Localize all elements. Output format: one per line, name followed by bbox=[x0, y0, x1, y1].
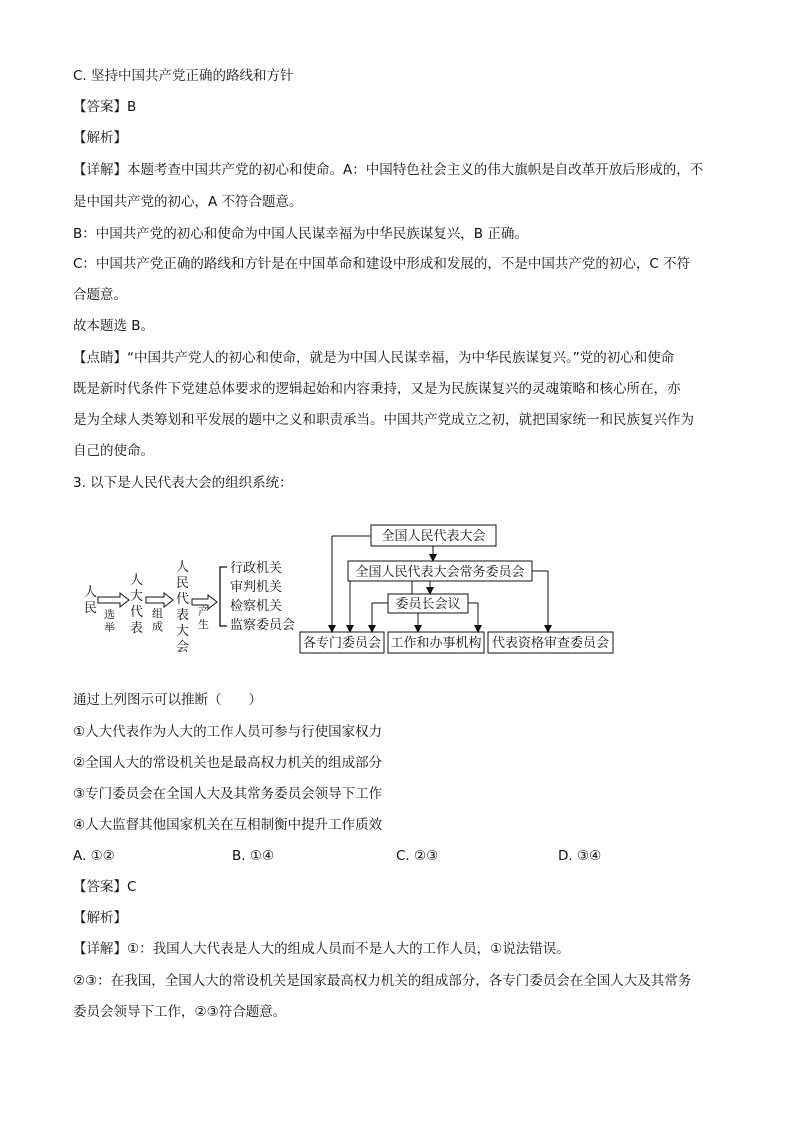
organ-label: 行政机关 bbox=[230, 561, 283, 576]
tip-line: 既是新时代条件下党建总体要求的逻辑起始和内容秉持，又是为民族谋复兴的灵魂策略和核心所在，亦 bbox=[73, 381, 681, 397]
detail-line: 委员会领导下工作，②③符合题意。 bbox=[73, 1004, 287, 1020]
congress-label: 人 bbox=[176, 560, 190, 575]
organ-label: 检察机关 bbox=[230, 599, 283, 614]
option-a: A. ①② bbox=[73, 848, 115, 864]
connector-lines bbox=[332, 536, 548, 632]
tip-line: 自己的使命。 bbox=[73, 443, 154, 459]
answer-label: 【答案】C bbox=[73, 879, 137, 895]
deputies-label: 表 bbox=[130, 621, 144, 636]
npc-label: 全国人民代表大会 bbox=[381, 529, 486, 544]
congress-label: 表 bbox=[176, 608, 190, 623]
detail-line: 是中国共产党的初心，A 不符合题意。 bbox=[73, 194, 303, 210]
statement-3: ③专门委员会在全国人大及其常务委员会领导下工作 bbox=[73, 786, 383, 802]
question-stem: 3. 以下是人民代表大会的组织系统： bbox=[73, 475, 293, 491]
detail-line: ②③：在我国，全国人大的常设机关是国家最高权力机关的组成部分，各专门委员会在全国人大及其常务 bbox=[73, 973, 692, 989]
detail-line: 合题意。 bbox=[73, 287, 127, 303]
question-prompt: 通过上列图示可以推断（ ） bbox=[73, 692, 262, 708]
compose-label: 成 bbox=[152, 620, 163, 633]
produce-label: 产 bbox=[198, 605, 209, 618]
produce-label: 生 bbox=[198, 618, 209, 631]
option-c: C. ②③ bbox=[396, 848, 439, 864]
detail-line: C：中国共产党正确的路线和方针是在中国革命和建设中形成和发展的，不是中国共产党的初心，C 不符 bbox=[73, 256, 691, 272]
tip-line: 是为全球人类筹划和平发展的题中之义和职责承当。中国共产党成立之初，就把国家统一和民族复兴作为 bbox=[73, 412, 694, 428]
elect-label: 举 bbox=[104, 621, 115, 634]
organ-label: 审判机关 bbox=[230, 580, 283, 595]
analysis-label: 【解析】 bbox=[73, 910, 127, 926]
organ-label: 监察委员会 bbox=[230, 618, 296, 633]
congress-label: 大 bbox=[176, 624, 190, 639]
people-label: 人 bbox=[84, 585, 98, 600]
option-d: D. ③④ bbox=[558, 848, 602, 864]
analysis-label: 【解析】 bbox=[73, 130, 127, 146]
detail-line: 故本题选 B。 bbox=[73, 318, 155, 334]
special-committees-label: 各专门委员会 bbox=[302, 636, 382, 651]
detail-line: B：中国共产党的初心和使命为中国人民谋幸福为中华民族谋复兴，B 正确。 bbox=[73, 226, 528, 242]
detail-line: 【详解】本题考查中国共产党的初心和使命。A：中国特色社会主义的伟大旗帜是自改革开放后形成的，不 bbox=[73, 162, 704, 178]
congress-label: 民 bbox=[176, 576, 190, 591]
option-c-text: C. 坚持中国共产党正确的路线和方针 bbox=[73, 68, 294, 84]
congress-label: 会 bbox=[176, 640, 190, 655]
tip-line: 【点睛】“中国共产党人的初心和使命，就是为中国人民谋幸福，为中华民族谋复兴。”党的初心和使命 bbox=[73, 350, 675, 366]
hollow-arrow-icon bbox=[98, 593, 129, 607]
statement-4: ④人大监督其他国家机关在互相制衡中提升工作质效 bbox=[73, 817, 383, 833]
answer-options bbox=[73, 846, 713, 866]
hollow-arrow-icon bbox=[146, 593, 173, 607]
bracket bbox=[220, 567, 227, 626]
deputies-label: 人 bbox=[130, 573, 144, 588]
working-bodies-label: 工作和办事机构 bbox=[390, 636, 482, 651]
statement-1: ①人大代表作为人大的工作人员可参与行使国家权力 bbox=[73, 724, 383, 740]
compose-label: 组 bbox=[152, 607, 163, 620]
credentials-committee-label: 代表资格审查委员会 bbox=[491, 636, 610, 651]
chairmen-meeting-label: 委员长会议 bbox=[395, 597, 461, 612]
answer-label: 【答案】B bbox=[73, 99, 137, 115]
detail-line: 【详解】①：我国人大代表是人大的组成人员而不是人大的工作人员，①说法错误。 bbox=[73, 941, 570, 957]
statement-2: ②全国人大的常设机关也是最高权力机关的组成部分 bbox=[73, 755, 383, 771]
people-label: 民 bbox=[84, 601, 98, 616]
elect-label: 选 bbox=[104, 608, 115, 621]
standing-committee-label: 全国人民代表大会常务委员会 bbox=[355, 565, 525, 580]
congress-label: 代 bbox=[176, 592, 190, 607]
deputies-label: 大 bbox=[130, 589, 144, 604]
deputies-label: 代 bbox=[130, 605, 144, 620]
option-b: B. ①④ bbox=[232, 848, 275, 864]
